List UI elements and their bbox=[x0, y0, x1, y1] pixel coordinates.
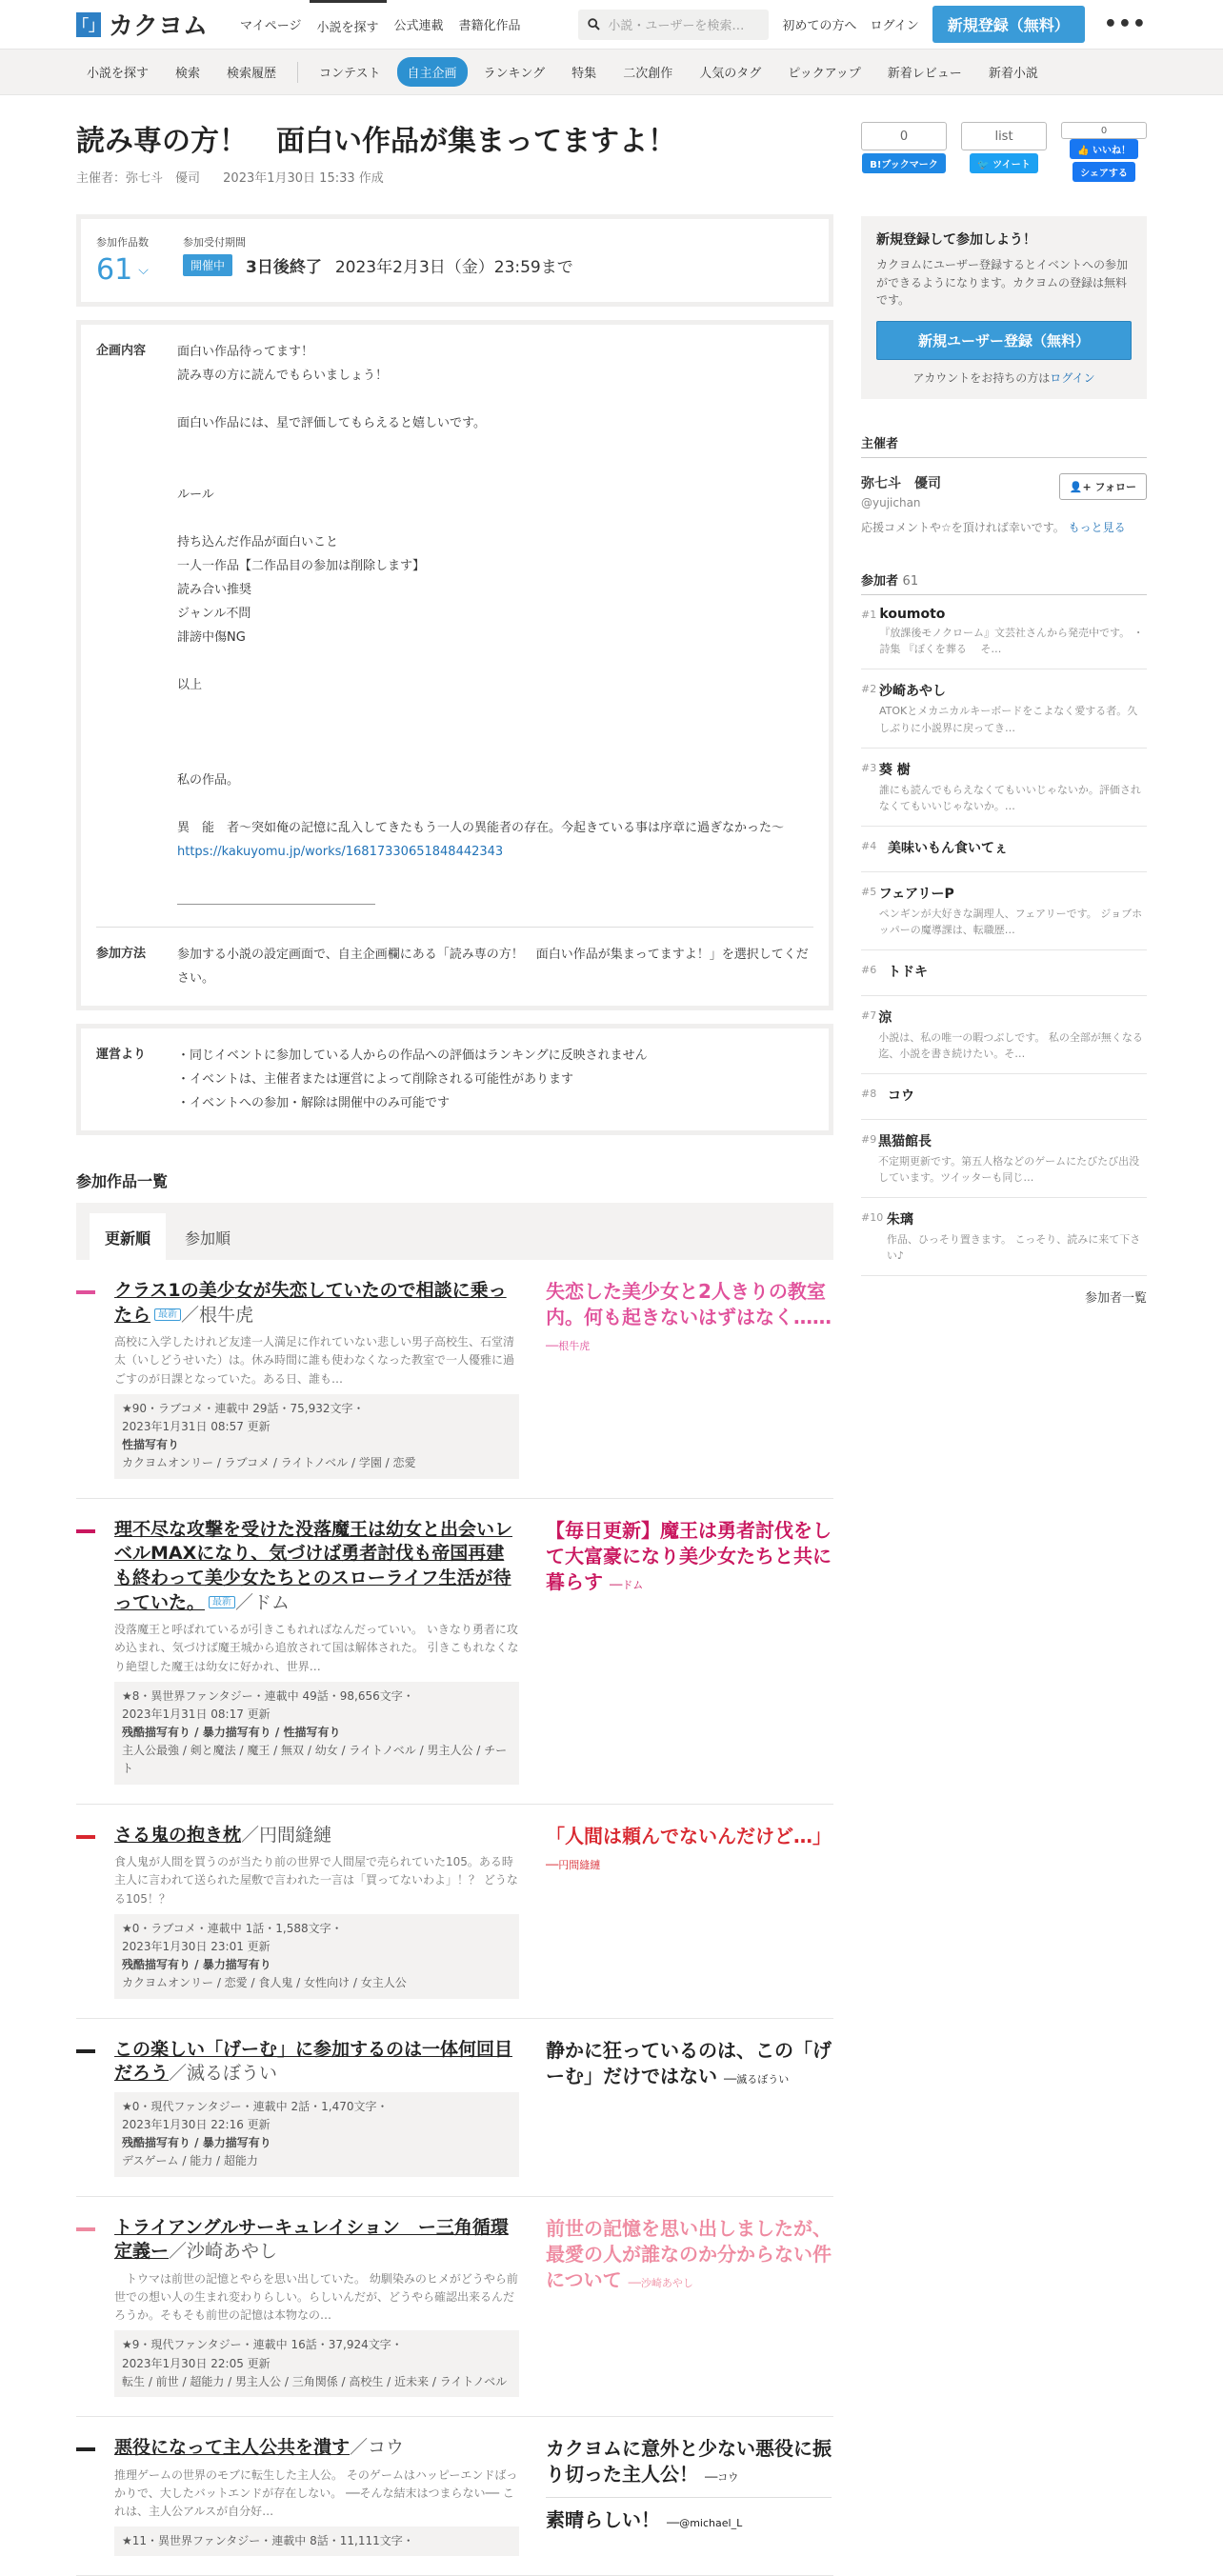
nav-published-works[interactable]: 書籍化作品 bbox=[458, 19, 521, 33]
sub-nav bbox=[0, 50, 1223, 95]
tweet-button[interactable]: 🐦 ツイート bbox=[970, 153, 1037, 173]
content-line: 面白い作品には、星で評価してもらえると嬉しいです。 bbox=[177, 416, 486, 430]
work-author[interactable]: ／沙崎あやし bbox=[169, 2241, 278, 2263]
member-name[interactable]: 美味いもん食いてぇ bbox=[888, 840, 1008, 856]
twitter-count: list bbox=[961, 122, 1047, 150]
more-menu-icon[interactable]: ••• bbox=[1103, 12, 1147, 36]
work-tags[interactable]: カクヨムオンリー / ラブコメ / ライトノベル / 学園 / 恋愛 bbox=[122, 1456, 416, 1470]
top-nav bbox=[232, 0, 529, 50]
work-info bbox=[114, 1914, 519, 1999]
content-line: 私の作品。 bbox=[177, 773, 240, 788]
content-line: 異 能 者〜突如俺の記憶に乱入してきたもう一人の異能者の存在。今起きている事は序章に過ぎなかった〜 bbox=[177, 821, 785, 835]
site-logo[interactable] bbox=[73, 7, 209, 42]
admin-note: ・イベントへの参加・解除は開催中のみ可能です bbox=[177, 1096, 451, 1110]
work-intro: 没落魔王と呼ばれているが引きこもれればなんだっていい。 いきなり勇者に攻め込まれ、気づけば魔王城から追放されて国は解体された。 引きこもれなくなり絶望した魔王は幼女に好かれ、世界… bbox=[114, 1623, 519, 1673]
work-item bbox=[76, 1805, 833, 2019]
work-tags[interactable]: 転生 / 前世 / 超能力 / 男主人公 / 三角関係 / 高校生 / 近未来 / ライトノベル bbox=[122, 2374, 508, 2388]
work-intro: 推理ゲームの世界のモブに転生した主人公。 そのゲームはハッピーエンドばっかりで、大したバットエンドが存在しない。 ──そんな結末はつまらない── これは、主人公アルスが自分好… bbox=[114, 2467, 518, 2519]
content-line bbox=[177, 792, 784, 816]
member-desc: 不定期更新です。第五人格などのゲームにたびたび出没しています。ツイッターも同じ… bbox=[878, 1154, 1140, 1184]
member-item[interactable] bbox=[861, 950, 1147, 996]
work-warnings: 残酷描写有り / 暴力描写有り bbox=[122, 1958, 271, 1972]
content-line bbox=[177, 649, 784, 673]
nav-mypage[interactable]: マイページ bbox=[240, 19, 302, 33]
work-author[interactable]: ／円間縫縺 bbox=[241, 1824, 332, 1846]
updated-badge: 最新 bbox=[209, 1596, 235, 1608]
period-label: 参加受付期間 bbox=[183, 236, 246, 249]
review-catch: 素晴らしい！ bbox=[546, 2508, 660, 2532]
member-rank: #9 bbox=[861, 1132, 877, 1146]
work-updated-date: 2023年1月31日 08:17 更新 bbox=[122, 1707, 271, 1721]
content-line bbox=[177, 697, 784, 721]
organizer-line: 主催者：弥七斗 優司 bbox=[76, 171, 201, 186]
work-stats: ★11・異世界ファンタジー・連載中 8話・11,111文字・ bbox=[122, 2534, 414, 2548]
works-heading: 参加作品一覧 bbox=[76, 1172, 169, 1190]
member-item[interactable] bbox=[861, 669, 1147, 748]
admin-note: ・イベントは、主催者または運営によって削除される可能性があります bbox=[177, 1072, 574, 1087]
work-title[interactable]: この楽しい「げーむ」に参加するのは一体何回目だろう／滅るぼうい bbox=[114, 2038, 513, 2085]
work-stats: ★9・現代ファンタジー・連載中 16話・37,924文字・ bbox=[122, 2338, 403, 2352]
member-item[interactable] bbox=[861, 1074, 1147, 1120]
subnav-search[interactable]: 検索 bbox=[175, 67, 201, 81]
period bbox=[183, 253, 573, 277]
member-name[interactable]: 葵 樹 bbox=[878, 762, 911, 778]
member-name[interactable]: 涼 bbox=[878, 1009, 892, 1026]
member-rank: #8 bbox=[861, 1087, 877, 1100]
signup-button[interactable]: 新規登録（無料） bbox=[932, 6, 1085, 43]
content-line: 以上 bbox=[177, 678, 203, 692]
work-catchphrase: 静かに狂っているのは、この「げーむ」だけではない ──滅るぼうい bbox=[546, 2038, 832, 2087]
work-info bbox=[114, 2330, 519, 2397]
content-body bbox=[177, 340, 784, 911]
work-item bbox=[76, 2019, 833, 2197]
work-intro: 高校に入学したけれど友達一人満足に作れていない悲しい男子高校生、石堂清太（いしどうせいた）は。休み時間に誰も使わなくなった教室で一人優雅に過ごすのが日課となっていた。ある日、誰も… bbox=[114, 1335, 515, 1386]
search-icon bbox=[588, 18, 600, 30]
content-line bbox=[177, 388, 784, 411]
subnav-history[interactable]: 検索履歴 bbox=[227, 67, 277, 81]
work-stats: ★0・ラブコメ・連載中 1話・1,588文字・ bbox=[122, 1921, 343, 1935]
organizer-heading: 主催者 bbox=[861, 436, 899, 451]
share-buttons bbox=[861, 122, 1147, 182]
signup-panel bbox=[861, 216, 1147, 399]
sidebar-login-link[interactable]: ログイン bbox=[1050, 370, 1095, 385]
work-author[interactable]: ／滅るぼうい bbox=[169, 2063, 278, 2085]
organizer-more-link[interactable]: もっと見る bbox=[1068, 520, 1126, 534]
work-author[interactable]: ／根牛虎 bbox=[181, 1304, 254, 1326]
method-label: 参加方法 bbox=[96, 947, 147, 961]
work-tags[interactable]: 主人公最強 / 剣と魔法 / 魔王 / 無双 / 幼女 / ライトノベル / 男主人公 / チート bbox=[122, 1744, 508, 1776]
catch-author: ──沙崎あやし bbox=[628, 2276, 693, 2289]
catch-author: ──コウ bbox=[704, 2471, 739, 2485]
subnav-fanfic[interactable]: 二次創作 bbox=[623, 67, 673, 81]
organizer-name[interactable]: 弥七斗 優司 bbox=[861, 475, 941, 491]
work-title[interactable]: トライアングルサーキュレイション ー三角循環定義ー／沙崎あやし bbox=[114, 2216, 509, 2263]
work-warnings: 性描写有り bbox=[122, 1438, 180, 1452]
content-label: 企画内容 bbox=[96, 344, 147, 358]
work-info bbox=[114, 2092, 519, 2177]
work-color-bar bbox=[76, 1835, 95, 1839]
follow-button[interactable]: 👤+ フォロー bbox=[1059, 473, 1147, 500]
subnav-user-events[interactable]: 自主企画 bbox=[397, 57, 468, 87]
member-item[interactable] bbox=[861, 1120, 1147, 1198]
member-desc: 『放課後モノクローム』文芸社さんから発売中です。 ・詩集 『ぼくを葬る そ… bbox=[879, 627, 1144, 656]
member-desc: ATOKとメカニカルキーボードをこよなく愛する者。久しぶりに小説界に戻ってき… bbox=[879, 705, 1138, 734]
register-button[interactable]: 新規ユーザー登録（無料） bbox=[876, 321, 1132, 360]
admin-notes-box bbox=[76, 1024, 833, 1135]
status-badge: 開催中 bbox=[183, 254, 232, 276]
work-title[interactable]: さる鬼の抱き枕／円間縫縺 bbox=[114, 1824, 332, 1846]
member-rank: #5 bbox=[861, 885, 877, 898]
catch-author: ──円間縫縺 bbox=[546, 1858, 601, 1871]
members-list-link[interactable]: 参加者一覧 bbox=[1084, 1291, 1147, 1307]
work-info bbox=[114, 2526, 519, 2556]
member-rank: #10 bbox=[861, 1210, 884, 1224]
subnav-pickup[interactable]: ピックアップ bbox=[788, 67, 861, 81]
search-input[interactable] bbox=[578, 10, 769, 40]
remaining-text: 3日後終了 bbox=[246, 258, 322, 277]
login-link[interactable]: ログイン bbox=[870, 19, 919, 33]
organizer-id: @yujichan bbox=[861, 495, 921, 509]
work-updated-date: 2023年1月30日 23:01 更新 bbox=[122, 1940, 271, 1954]
subnav-features[interactable]: 特集 bbox=[571, 67, 597, 81]
work-catchphrase: 失恋した美少女と2人きりの教室内。何も起きないはずはなく…… ──根牛虎 bbox=[546, 1280, 832, 1352]
created-date: 2023年1月30日 15:33 作成 bbox=[223, 171, 384, 186]
work-author[interactable]: ／コウ bbox=[350, 2437, 405, 2459]
review-author: ──@michael_L bbox=[666, 2517, 743, 2530]
work-updated-date: 2023年1月30日 22:16 更新 bbox=[122, 2118, 271, 2132]
organizer-desc: 応援コメントや☆を頂ければ幸いです。 もっと見る bbox=[861, 520, 1126, 534]
content-line bbox=[177, 507, 784, 530]
admin-note: ・同じイベントに参加している人からの作品への評価はランキングに反映されません bbox=[177, 1048, 648, 1063]
event-summary-box bbox=[76, 214, 833, 307]
subnav-divider bbox=[297, 62, 298, 83]
deadline-text: 2023年2月3日（金）23:59まで bbox=[334, 258, 573, 277]
site-header bbox=[0, 0, 1223, 50]
work-catchphrase: カクヨムに意外と少ない悪役に振り切った主人公！ ──コウ 素晴らしい！ ──@michael_L bbox=[546, 2437, 832, 2532]
member-desc: 小説は、私の唯一の暇つぶしです。 私の全部が無くなる迄、小説を書き続けたい。そ… bbox=[878, 1030, 1143, 1060]
work-color-bar bbox=[76, 2447, 95, 2451]
work-color-bar bbox=[76, 2049, 95, 2053]
content-line bbox=[177, 745, 784, 769]
member-name[interactable]: 朱璃 bbox=[886, 1211, 913, 1228]
member-name[interactable]: koumoto bbox=[879, 607, 946, 623]
work-title[interactable]: 悪役になって主人公共を潰す／コウ bbox=[114, 2437, 405, 2459]
work-color-bar bbox=[76, 1290, 95, 1294]
hatena-bookmark-button[interactable]: B!ブックマーク bbox=[862, 153, 945, 173]
count-label: 参加作品数 bbox=[96, 236, 149, 249]
work-updated-date: 2023年1月31日 08:57 更新 bbox=[122, 1420, 271, 1434]
work-catchphrase: 前世の記憶を思い出しましたが、最愛の人が誰なのか分からない件について ──沙崎あやし bbox=[546, 2216, 832, 2291]
member-desc: 作品、ひっそり置きます。 こっそり、読みに来て下さい♪ bbox=[886, 1232, 1141, 1262]
member-rank: #4 bbox=[861, 839, 877, 852]
work-tags[interactable]: デスゲーム / 能力 / 超能力 bbox=[122, 2154, 258, 2168]
page-title: 読み専の方！ 面白い作品が集まってますよ！ bbox=[76, 125, 676, 158]
member-name[interactable]: 沙崎あやし bbox=[879, 684, 946, 700]
subnav-tags[interactable]: 人気のタグ bbox=[699, 67, 762, 81]
subnav-contest[interactable]: コンテスト bbox=[319, 67, 381, 81]
member-desc: 誰にも読んでもらえなくてもいいじゃないか。評価されなくてもいいじゃないか。… bbox=[878, 783, 1141, 812]
subnav-new-reviews[interactable]: 新着レビュー bbox=[887, 67, 962, 81]
subnav-ranking[interactable]: ランキング bbox=[483, 67, 546, 81]
work-color-bar bbox=[76, 1529, 95, 1533]
work-stats: ★8・異世界ファンタジー・連載中 49話・98,656文字・ bbox=[122, 1688, 414, 1703]
work-info bbox=[114, 1682, 519, 1785]
login-prompt: アカウントをお持ちの方はログイン bbox=[912, 370, 1095, 385]
member-name[interactable]: トドキ bbox=[888, 964, 928, 980]
event-detail-box bbox=[76, 320, 833, 1010]
work-item bbox=[76, 1260, 833, 1499]
organizer-card bbox=[861, 473, 1147, 509]
entry-count[interactable] bbox=[96, 253, 149, 287]
works-list bbox=[76, 1260, 833, 2576]
content-line bbox=[177, 435, 784, 459]
member-name[interactable]: フェアリーP bbox=[878, 886, 954, 902]
work-stats: ★90・ラブコメ・連載中 29話・75,932文字・ bbox=[122, 1401, 365, 1415]
signup-heading: 新規登録して参加しよう！ bbox=[876, 232, 1036, 248]
work-title[interactable]: クラス1の美少女が失恋していたので相談に乗ったら 最新 ／根牛虎 bbox=[114, 1280, 507, 1326]
work-catchphrase: 【毎日更新】魔王は勇者討伐をして大富豪になり美少女たちと共に暮らす ──ドム bbox=[546, 1518, 832, 1593]
sidebar bbox=[861, 122, 1147, 2576]
fb-count: 0 bbox=[1061, 122, 1147, 139]
member-item[interactable] bbox=[861, 827, 1147, 872]
work-color-bar bbox=[76, 2227, 95, 2231]
admin-label: 運営より bbox=[96, 1048, 147, 1062]
content-line: 読み合い推奨 bbox=[177, 583, 252, 597]
logo-text: カクヨム bbox=[109, 12, 209, 41]
add-user-icon: 👤+ bbox=[1069, 480, 1092, 493]
hatena-count: 0 bbox=[861, 122, 947, 150]
content-line bbox=[177, 459, 784, 483]
work-intro: 食人鬼が人間を買うのが当たり前の世界で人間屋で売られていた105。ある時主人に言われて送られた屋敷で言われた一言は「買ってないわよ」！？ どうなる105！？ bbox=[114, 1855, 518, 1906]
member-name[interactable]: 黒猫館長 bbox=[878, 1133, 932, 1149]
work-intro: トウマは前世の記憶とやらを思い出していた。 幼馴染みのヒメがどうやら前世での想い人の生まれ変わりらしい。らしいんだが、どうやら確認出来るんだろうか。そもそも前世の記憶は本物なの… bbox=[114, 2271, 518, 2323]
content-rule: ＿＿＿＿＿＿＿＿＿＿＿＿＿＿＿＿ bbox=[177, 892, 376, 907]
content-line bbox=[177, 721, 784, 745]
member-item[interactable] bbox=[861, 1198, 1147, 1276]
catch-author: ──滅るぼうい bbox=[723, 2072, 790, 2086]
updated-badge: 最新 bbox=[154, 1308, 181, 1321]
content-line: ルール bbox=[177, 488, 214, 502]
work-item bbox=[76, 2417, 833, 2576]
admin-notes bbox=[177, 1044, 648, 1115]
member-rank: #1 bbox=[861, 609, 877, 622]
member-rank: #7 bbox=[861, 1008, 877, 1022]
subnav-new-novels[interactable]: 新着小説 bbox=[988, 67, 1038, 81]
logo-mark: 「」 bbox=[76, 12, 101, 37]
members-heading: 参加者 61 bbox=[861, 574, 919, 589]
work-link[interactable]: https://kakuyomu.jp/works/16817330651848442343 bbox=[177, 845, 504, 859]
catch-author: ──ドム bbox=[609, 1578, 644, 1591]
member-item[interactable] bbox=[861, 872, 1147, 950]
catch-author: ──根牛虎 bbox=[546, 1340, 591, 1352]
first-time-link[interactable]: 初めての方へ bbox=[782, 19, 857, 33]
work-stats: ★0・現代ファンタジー・連載中 2話・1,470文字・ bbox=[122, 2099, 389, 2113]
member-item[interactable] bbox=[861, 749, 1147, 827]
content-line: 持ち込んだ作品が面白いこと bbox=[177, 535, 339, 549]
work-item bbox=[76, 1499, 833, 1805]
member-rank: #2 bbox=[861, 683, 877, 696]
nav-find-novels[interactable]: 小説を探す bbox=[310, 0, 387, 50]
member-name[interactable]: コウ bbox=[888, 1088, 914, 1104]
fb-share-button[interactable]: シェアする bbox=[1073, 162, 1135, 182]
search-placeholder: 小説・ユーザーを検索… bbox=[608, 19, 745, 33]
signup-text: カクヨムにユーザー登録するとイベントへの参加ができるようになります。カクヨムの登録は無料です。 bbox=[876, 258, 1129, 308]
work-title[interactable]: 理不尽な攻撃を受けた没落魔王は幼女と出会いレベルMAXになり、気づけば勇者討伐も帝国再建も終わって美少女たちとのスローライフ生活が待っていた。 最新 ／ドム bbox=[114, 1518, 513, 1613]
content-line: 一人一作品【二作品目の参加は削除します】 bbox=[177, 559, 426, 573]
entry-count-value: 61 bbox=[96, 253, 133, 287]
nav-official-serials[interactable]: 公式連載 bbox=[393, 19, 444, 33]
twitter-bird-icon: 🐦 bbox=[977, 160, 990, 170]
fb-like-button[interactable]: 👍 いいね！ bbox=[1070, 139, 1138, 159]
content-line: ジャンル不問 bbox=[177, 607, 251, 621]
members-list bbox=[861, 595, 1147, 1276]
work-tags[interactable]: カクヨムオンリー / 恋愛 / 食人鬼 / 女性向け / 女主人公 bbox=[122, 1976, 407, 1990]
tab-join-order[interactable]: 参加順 bbox=[185, 1229, 231, 1248]
event-meta bbox=[76, 168, 833, 186]
work-updated-date: 2023年1月30日 22:05 更新 bbox=[122, 2356, 271, 2370]
thumbs-up-icon: 👍 bbox=[1077, 146, 1090, 156]
work-author[interactable]: ／ドム bbox=[235, 1591, 291, 1613]
member-item[interactable] bbox=[861, 996, 1147, 1074]
member-desc: ペンギンが大好きな調理人、フェアリーです。 ジョブホッパーの魔導課は、転職歴… bbox=[878, 907, 1143, 936]
content-line: 誹謗中傷NG bbox=[177, 630, 246, 645]
member-rank: #6 bbox=[861, 963, 877, 976]
member-rank: #3 bbox=[861, 761, 877, 774]
work-warnings: 残酷描写有り / 暴力描写有り / 性描写有り bbox=[122, 1726, 341, 1740]
method-text: 参加する小説の設定画面で、自主企画欄にある「読み専の方！ 面白い作品が集まってますよ！」を選択してください。 bbox=[177, 948, 809, 986]
work-info bbox=[114, 1394, 519, 1479]
work-catchphrase: 「人間は頼んでないんだけど…」 ──円間縫縺 bbox=[546, 1824, 832, 1871]
work-item bbox=[76, 2197, 833, 2417]
work-warnings: 残酷描写有り / 暴力描写有り bbox=[122, 2136, 271, 2150]
content-line: 読み専の方に読んでもらいましょう！ bbox=[177, 369, 389, 383]
content-line: 面白い作品待ってます！ bbox=[177, 345, 314, 359]
tab-updated-order[interactable]: 更新順 bbox=[90, 1213, 166, 1260]
subnav-find[interactable]: 小説を探す bbox=[87, 67, 150, 81]
main-column bbox=[76, 122, 833, 2576]
member-item[interactable] bbox=[861, 595, 1147, 669]
chevron-down-icon: ⌵ bbox=[138, 262, 149, 278]
works-tabs bbox=[76, 1203, 833, 1260]
